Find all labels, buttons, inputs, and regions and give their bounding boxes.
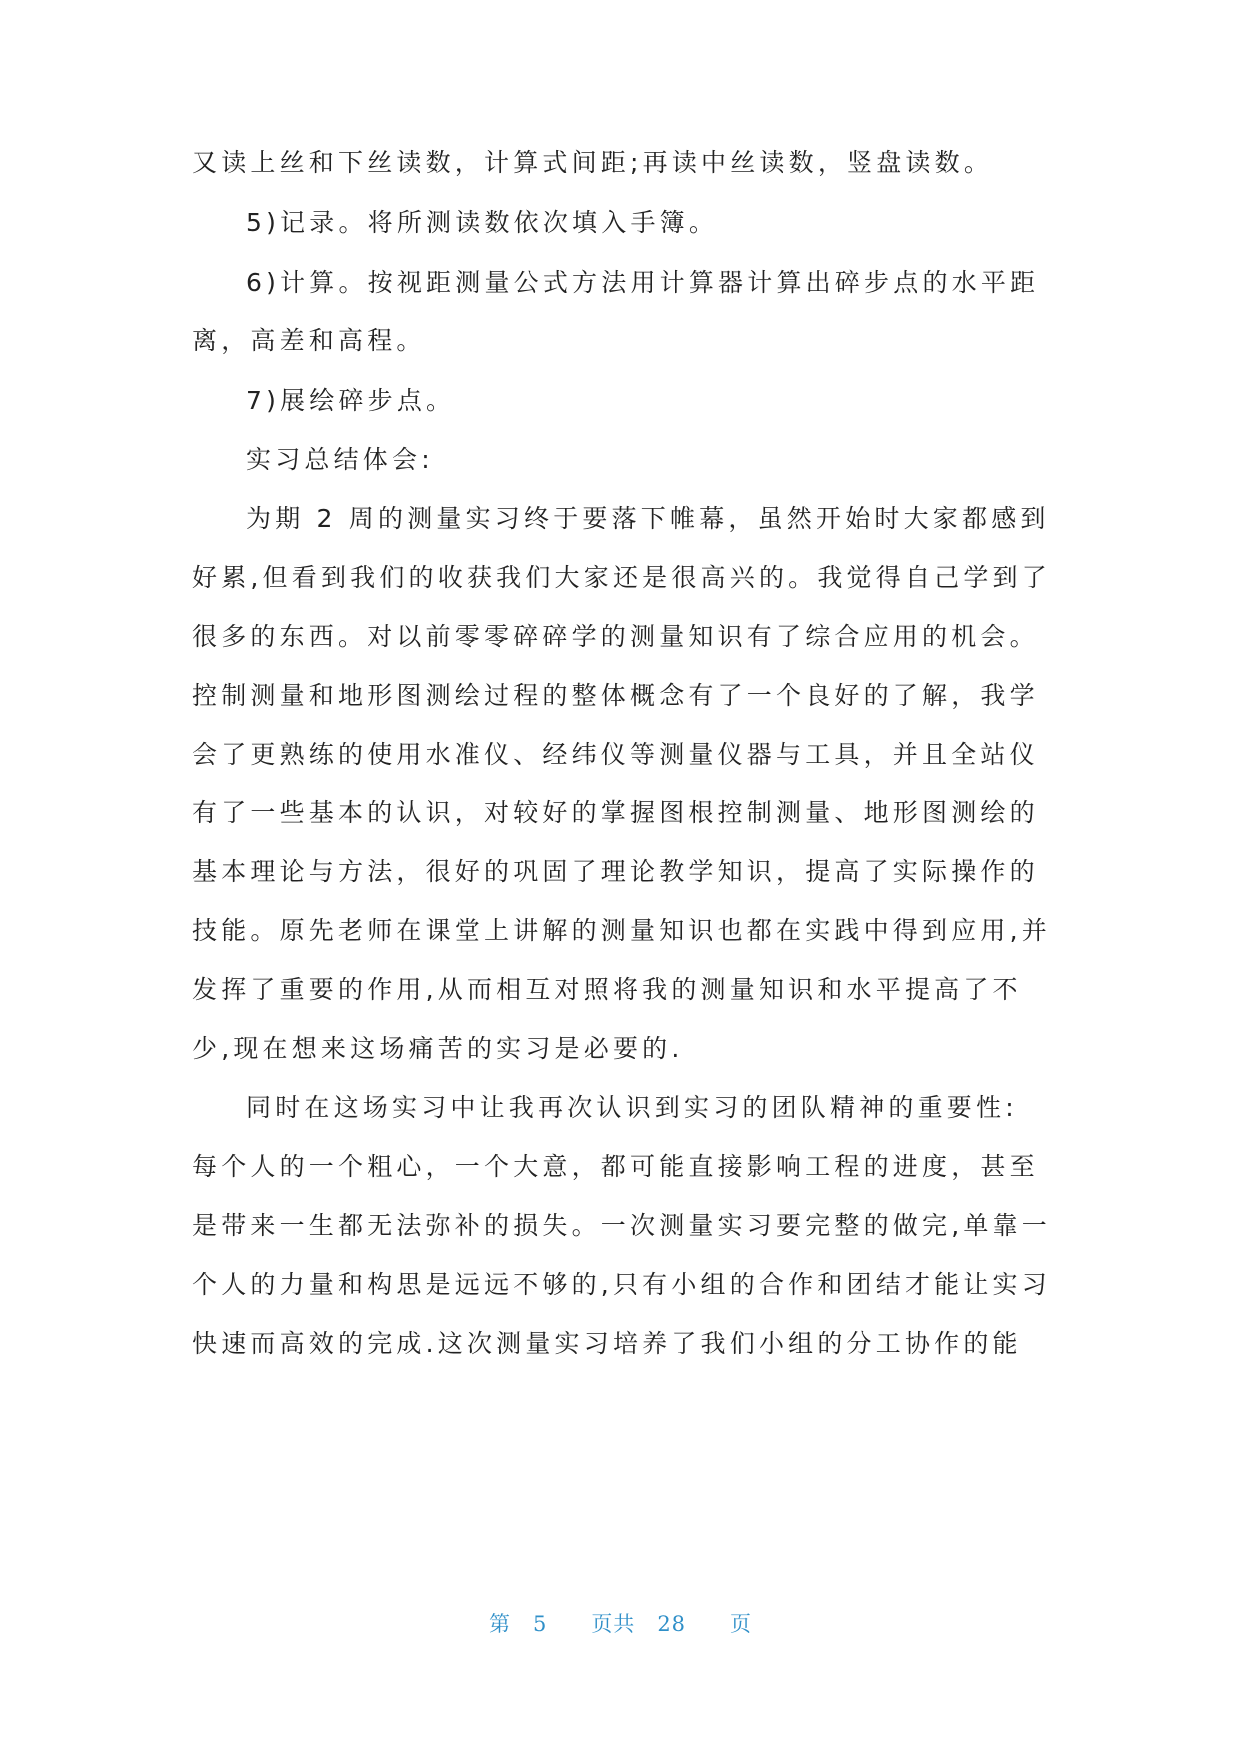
text-line: 又读上丝和下丝读数，计算式间距;再读中丝读数，竖盘读数。 xyxy=(192,148,994,177)
text-line: 少,现在想来这场痛苦的实习是必要的. xyxy=(192,1034,684,1063)
footer-middle: 页共 xyxy=(591,1612,636,1636)
text-line: 7)展绘碎步点。 xyxy=(246,386,456,415)
text-line: 实习总结体会: xyxy=(246,445,434,474)
text-line: 控制测量和地形图测绘过程的整体概念有了一个良好的了解，我学 xyxy=(192,681,1039,710)
page-footer xyxy=(0,1608,1241,1638)
text-line: 快速而高效的完成.这次测量实习培养了我们小组的分工协作的能 xyxy=(192,1329,1022,1358)
text-line: 技能。原先老师在课堂上讲解的测量知识也都在实践中得到应用,并 xyxy=(192,916,1051,945)
text-line: 个人的力量和构思是远远不够的,只有小组的合作和团结才能让实习 xyxy=(192,1270,1051,1299)
footer-suffix: 页 xyxy=(730,1612,753,1636)
text-line: 5)记录。将所测读数依次填入手簿。 xyxy=(246,208,719,237)
footer-prefix: 第 xyxy=(488,1612,511,1636)
text-line: 为期 2 周的测量实习终于要落下帷幕，虽然开始时大家都感到 xyxy=(246,504,1050,533)
text-line: 基本理论与方法，很好的巩固了理论教学知识，提高了实际操作的 xyxy=(192,857,1039,886)
text-line: 有了一些基本的认识，对较好的掌握图根控制测量、地形图测绘的 xyxy=(192,798,1039,827)
text-line: 6)计算。按视距测量公式方法用计算器计算出碎步点的水平距 xyxy=(246,268,1040,297)
text-line: 发挥了重要的作用,从而相互对照将我的测量知识和水平提高了不 xyxy=(192,975,1022,1004)
current-page-number: 5 xyxy=(532,1612,548,1636)
text-line: 离，高差和高程。 xyxy=(192,326,426,355)
text-line: 每个人的一个粗心，一个大意，都可能直接影响工程的进度，甚至 xyxy=(192,1152,1039,1181)
text-line: 同时在这场实习中让我再次认识到实习的团队精神的重要性: xyxy=(246,1093,1018,1122)
text-line: 会了更熟练的使用水准仪、经纬仪等测量仪器与工具，并且全站仪 xyxy=(192,740,1039,769)
total-pages-number: 28 xyxy=(657,1612,687,1636)
text-line: 很多的东西。对以前零零碎碎学的测量知识有了综合应用的机会。 xyxy=(192,622,1039,651)
text-line: 是带来一生都无法弥补的损失。一次测量实习要完整的做完,单靠一 xyxy=(192,1211,1051,1240)
text-line: 好累,但看到我们的收获我们大家还是很高兴的。我觉得自己学到了 xyxy=(192,563,1051,592)
